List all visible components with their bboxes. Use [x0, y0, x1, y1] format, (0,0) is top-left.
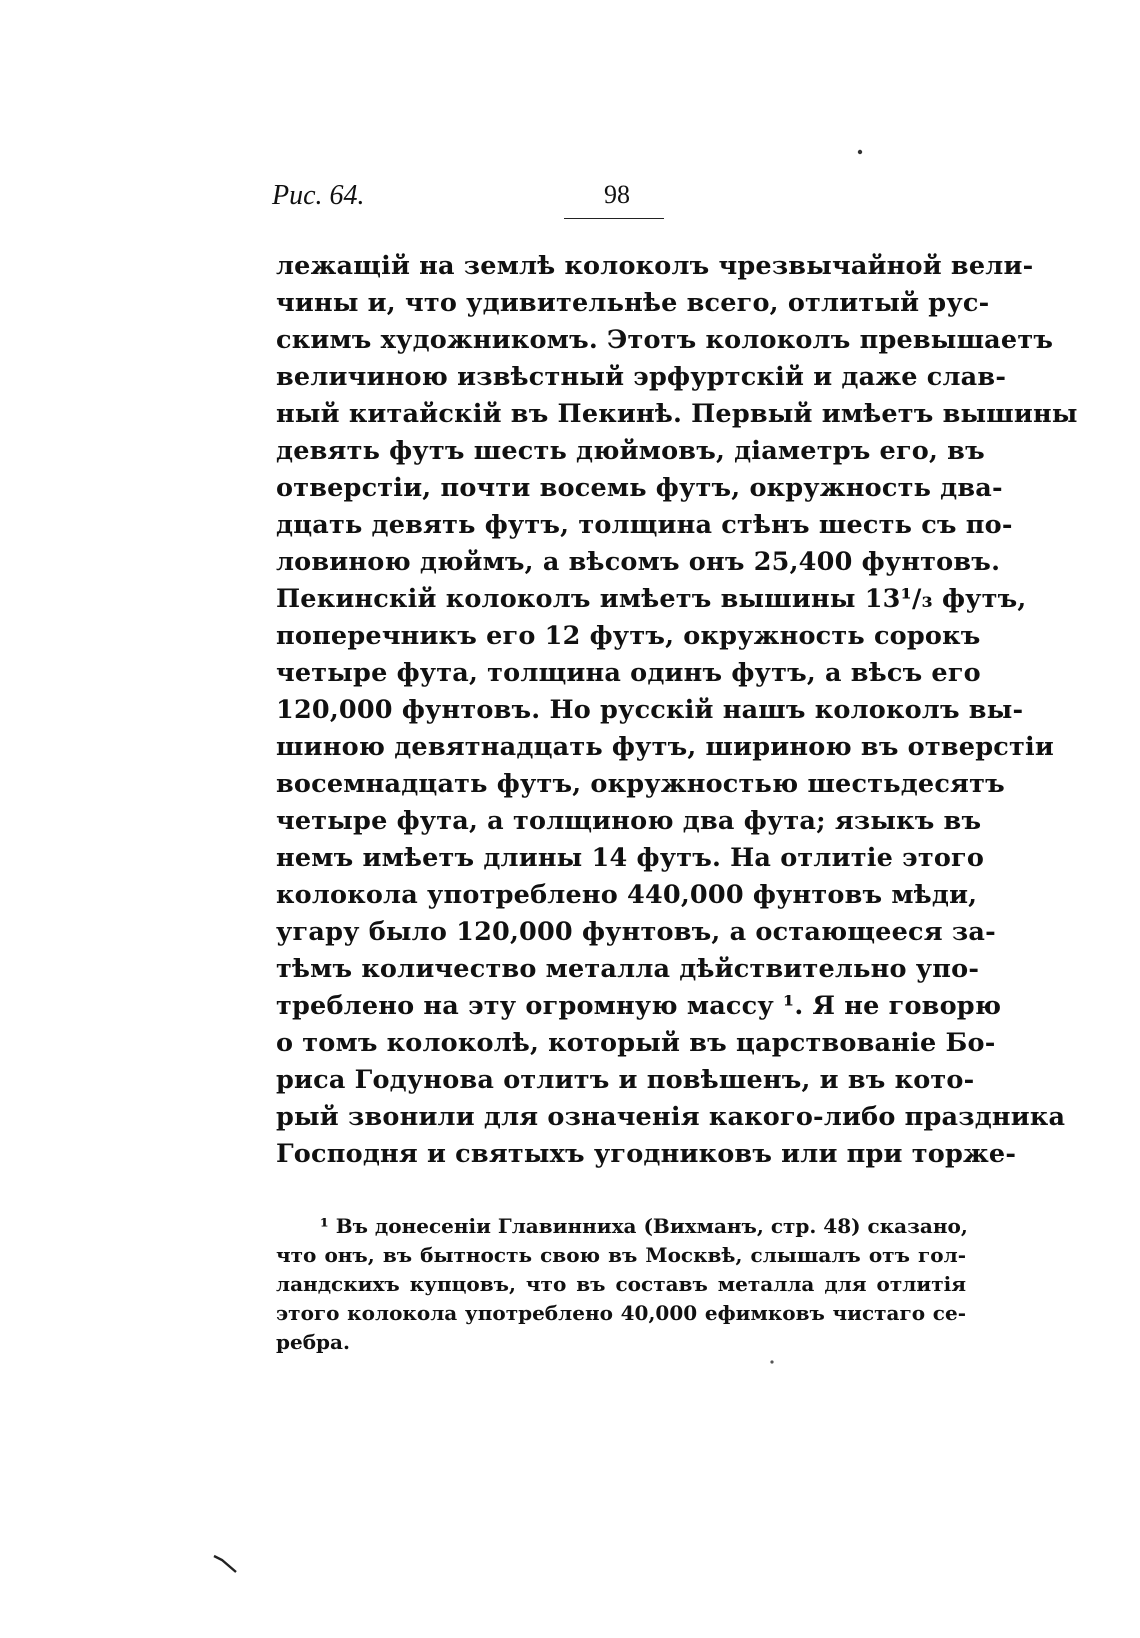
footnote-line: что онъ, въ бытность свою въ Москвѣ, слышалъ отъ гол- [276, 1243, 966, 1267]
text-line: ный китайскій въ Пекинѣ. Первый имѣетъ вышины [276, 399, 1078, 429]
text-line: рый звонили для означенія какого-либо праздника [276, 1102, 1066, 1132]
text-line: угару было 120,000 фунтовъ, а остающееся за- [276, 917, 996, 947]
text-line: восемнадцать футъ, окружностью шестьдесятъ [276, 769, 1005, 799]
text-line: четыре фута, а толщиною два фута; языкъ въ [276, 806, 982, 836]
text-line: скимъ художникомъ. Этотъ колоколъ превышаетъ [276, 325, 1054, 355]
text-line: Пекинскій колоколъ имѣетъ вышины 13¹/₃ футъ, [276, 584, 1027, 614]
text-line: треблено на эту огромную массу ¹. Я не говорю [276, 991, 1002, 1021]
text-line: четыре фута, толщина одинъ футъ, а вѣсъ его [276, 658, 981, 688]
text-line: поперечникъ его 12 футъ, окружность сорокъ [276, 621, 981, 651]
text-line: лежащій на землѣ колоколъ чрезвычайной вели- [276, 251, 1034, 281]
text-line: риса Годунова отлитъ и повѣшенъ, и въ кото- [276, 1065, 975, 1095]
footnote-line: ребра. [276, 1330, 350, 1354]
text-line: дцать девять футъ, толщина стѣнъ шесть съ по- [276, 510, 1013, 540]
text-line: тѣмъ количество металла дѣйствительно упо- [276, 954, 980, 984]
footnote-line: ¹ Въ донесеніи Главинниха (Вихманъ, стр. 48) сказано, [320, 1214, 968, 1238]
text-line: шиною девятнадцать футъ, шириною въ отверстіи [276, 732, 1054, 762]
text-line: Господня и святыхъ угодниковъ или при торже- [276, 1139, 1017, 1169]
text-line: девять футъ шесть дюймовъ, діаметръ его, въ [276, 436, 985, 466]
figure-label: Рис. 64. [272, 180, 365, 211]
text-line: колокола употреблено 440,000 фунтовъ мѣди, [276, 880, 978, 910]
text-line: ловиною дюймъ, а вѣсомъ онъ 25,400 фунтовъ. [276, 547, 1001, 577]
page-number: 98 [604, 180, 630, 209]
text-line: 120,000 фунтовъ. Но русскій нашъ колоколъ вы- [276, 695, 1024, 725]
text-line: немъ имѣетъ длины 14 футъ. На отлитіе этого [276, 843, 985, 873]
text-line: о томъ колоколѣ, который въ царствованіе Бо- [276, 1028, 996, 1058]
text-line: чины и, что удивительнѣе всего, отлитый рус- [276, 288, 990, 318]
footnote-line: этого колокола употреблено 40,000 ефимковъ чистаго се- [276, 1301, 966, 1325]
footnote-line: ландскихъ купцовъ, что въ составъ металла для отлитія [276, 1272, 966, 1296]
text-line: величиною извѣстный эрфуртскій и даже слав- [276, 362, 1007, 392]
text-line: отверстіи, почти восемь футъ, окружность два- [276, 473, 1003, 503]
